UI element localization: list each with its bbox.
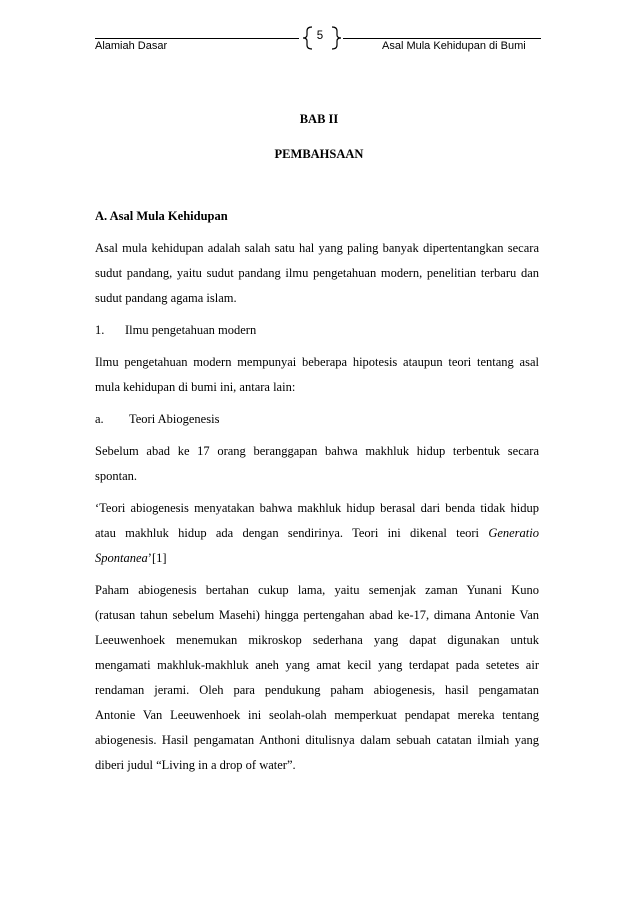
paragraph-line: rendaman jerami. Oleh para pendukung paham abiogenesis, hasil pengamatan <box>95 683 539 697</box>
paragraph-line: Ilmu pengetahuan modern mempunyai beberapa hipotesis ataupun teori tentang asal <box>95 355 539 369</box>
paragraph-line: sudut pandang agama islam. <box>95 291 237 305</box>
chapter-title: PEMBAHSAAN <box>274 147 364 161</box>
paragraph-line: spontan. <box>95 469 138 483</box>
quote-line: ‘Teori abiogenesis menyatakan bahwa makhluk hidup berasal dari benda tidak hidup <box>95 501 539 515</box>
header-rule-left <box>95 38 299 39</box>
paragraph-line: (ratusan tahun sebelum Masehi) hingga pertengahan abad ke-17, dimana Antonie Van <box>95 608 539 622</box>
citation: ’[1] <box>147 551 167 565</box>
italic-term: Generatio <box>488 526 539 540</box>
header-left-text: Alamiah Dasar <box>95 40 168 52</box>
list-item-label: Ilmu pengetahuan modern <box>125 323 257 337</box>
chapter-label: BAB II <box>299 112 339 126</box>
section-heading: A. Asal Mula Kehidupan <box>95 209 228 223</box>
quote-line <box>95 551 539 566</box>
quote-line <box>95 526 539 541</box>
paragraph-line: mengamati makhluk-makhluk aneh yang amat kecil yang terdapat pada setetes air <box>95 658 539 672</box>
list-item-label: Teori Abiogenesis <box>129 412 220 426</box>
paragraph-line: diberi judul “Living in a drop of water”. <box>95 758 296 772</box>
header-rule-right <box>343 38 541 39</box>
paragraph-line: Antonie Van Leeuwenhoek ini seolah-olah memperkuat pendapat mereka tentang <box>95 708 539 722</box>
paragraph-line: abiogenesis. Hasil pengamatan Anthoni ditulisnya dalam sebuah catatan ilmiah yang <box>95 733 539 747</box>
italic-term: Spontanea <box>95 551 148 565</box>
list-number: a. <box>95 412 104 426</box>
right-brace-icon <box>326 26 346 50</box>
list-number: 1. <box>95 323 105 337</box>
paragraph-line: sudut pandang, yaitu sudut pandang ilmu pengetahuan modern, penelitian terbaru dan <box>95 266 539 280</box>
page-number: 5 <box>316 30 324 42</box>
paragraph-line: Leeuwenhoek menemukan mikroskop sederhana yang dapat digunakan untuk <box>95 633 539 647</box>
paragraph-line: Asal mula kehidupan adalah salah satu hal yang paling banyak dipertentangkan secara <box>95 241 539 255</box>
header-right-text: Asal Mula Kehidupan di Bumi <box>382 40 526 52</box>
paragraph-line: Sebelum abad ke 17 orang beranggapan bahwa makhluk hidup terbentuk secara <box>95 444 539 458</box>
paragraph-line: Paham abiogenesis bertahan cukup lama, yaitu semenjak zaman Yunani Kuno <box>95 583 539 597</box>
paragraph-line: mula kehidupan di bumi ini, antara lain: <box>95 380 296 394</box>
quote-line-text: atau makhluk hidup ada dengan sendirinya. Teori ini dikenal teori <box>95 526 489 540</box>
